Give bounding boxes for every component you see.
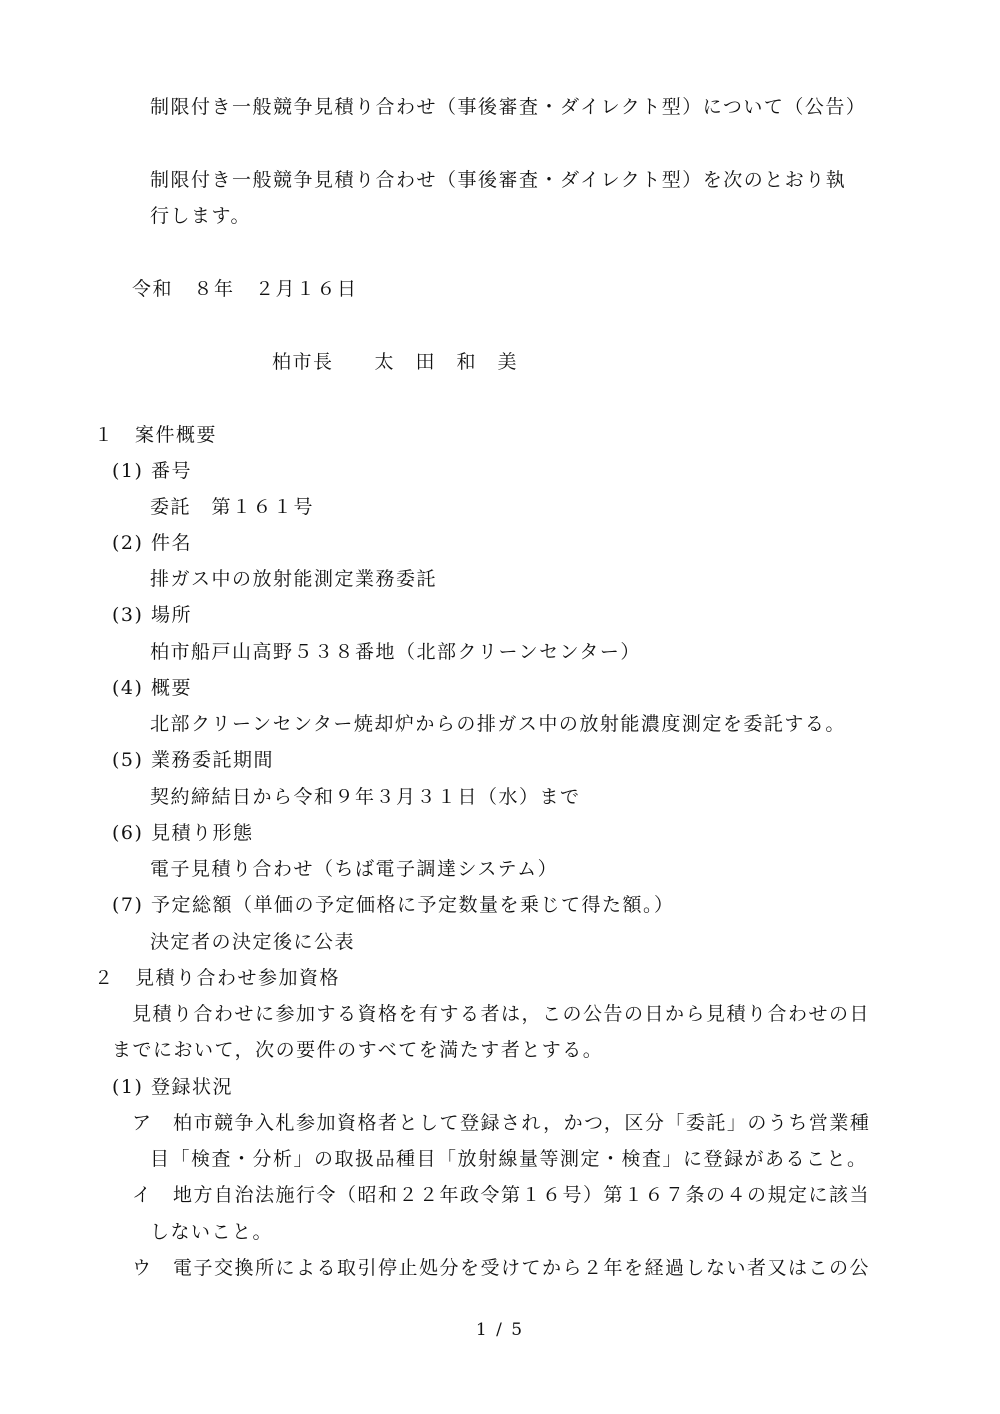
item-value: 契約締結日から令和９年３月３１日（水）まで <box>150 786 581 808</box>
page-number: 1 / 5 <box>475 1320 525 1340</box>
document-title: 制限付き一般競争見積り合わせ（事後審査・ダイレクト型）について（公告） <box>150 96 867 118</box>
section-2-heading: ２ 見積り合わせ参加資格 <box>94 967 341 989</box>
intro-line-2: 行します。 <box>150 205 251 227</box>
item-value: 柏市船戸山高野５３８番地（北部クリーンセンター） <box>150 641 641 663</box>
intro-line-1: 制限付き一般競争見積り合わせ（事後審査・ダイレクト型）を次のとおり執 <box>150 169 847 191</box>
section-2-paragraph-line-2: までにおいて，次の要件のすべてを満たす者とする。 <box>112 1039 604 1061</box>
item-label: (3) 場所 <box>112 604 192 626</box>
item-label: (6) 見積り形態 <box>112 822 254 844</box>
requirement-a-line-1: ア 柏市競争入札参加資格者として登録され，かつ，区分「委託」のうち営業種 <box>132 1112 871 1134</box>
section-2-paragraph-line-1: 見積り合わせに参加する資格を有する者は，この公告の日から見積り合わせの日 <box>132 1003 871 1025</box>
item-value: 委託 第１６１号 <box>150 496 315 518</box>
item-value: 排ガス中の放射能測定業務委託 <box>150 568 438 590</box>
item-label: (2) 件名 <box>112 532 192 554</box>
item-label: (5) 業務委託期間 <box>112 749 274 771</box>
item-label: (7) 予定総額（単価の予定価格に予定数量を乗じて得た額。） <box>112 894 675 916</box>
item-value: 電子見積り合わせ（ちば電子調達システム） <box>150 858 559 880</box>
issuer-name: 柏市長 太 田 和 美 <box>272 351 519 373</box>
item-value: 北部クリーンセンター焼却炉からの排ガス中の放射能濃度測定を委託する。 <box>150 713 846 735</box>
requirement-u-line-1: ウ 電子交換所による取引停止処分を受けてから２年を経過しない者又はこの公 <box>132 1257 871 1279</box>
item-label: (1) 番号 <box>112 460 192 482</box>
requirement-a-line-2: 目「検査・分析」の取扱品種目「放射線量等測定・検査」に登録があること。 <box>150 1148 868 1170</box>
requirement-i-line-1: イ 地方自治法施行令（昭和２２年政令第１６号）第１６７条の４の規定に該当 <box>132 1184 871 1206</box>
section-1-heading: １ 案件概要 <box>94 424 218 446</box>
item-label: (4) 概要 <box>112 677 192 699</box>
item-value: 決定者の決定後に公表 <box>150 931 356 953</box>
sub-item-label: (1) 登録状況 <box>112 1076 233 1098</box>
requirement-i-line-2: しないこと。 <box>150 1221 274 1243</box>
notice-date: 令和 ８年 ２月１６日 <box>132 278 358 300</box>
